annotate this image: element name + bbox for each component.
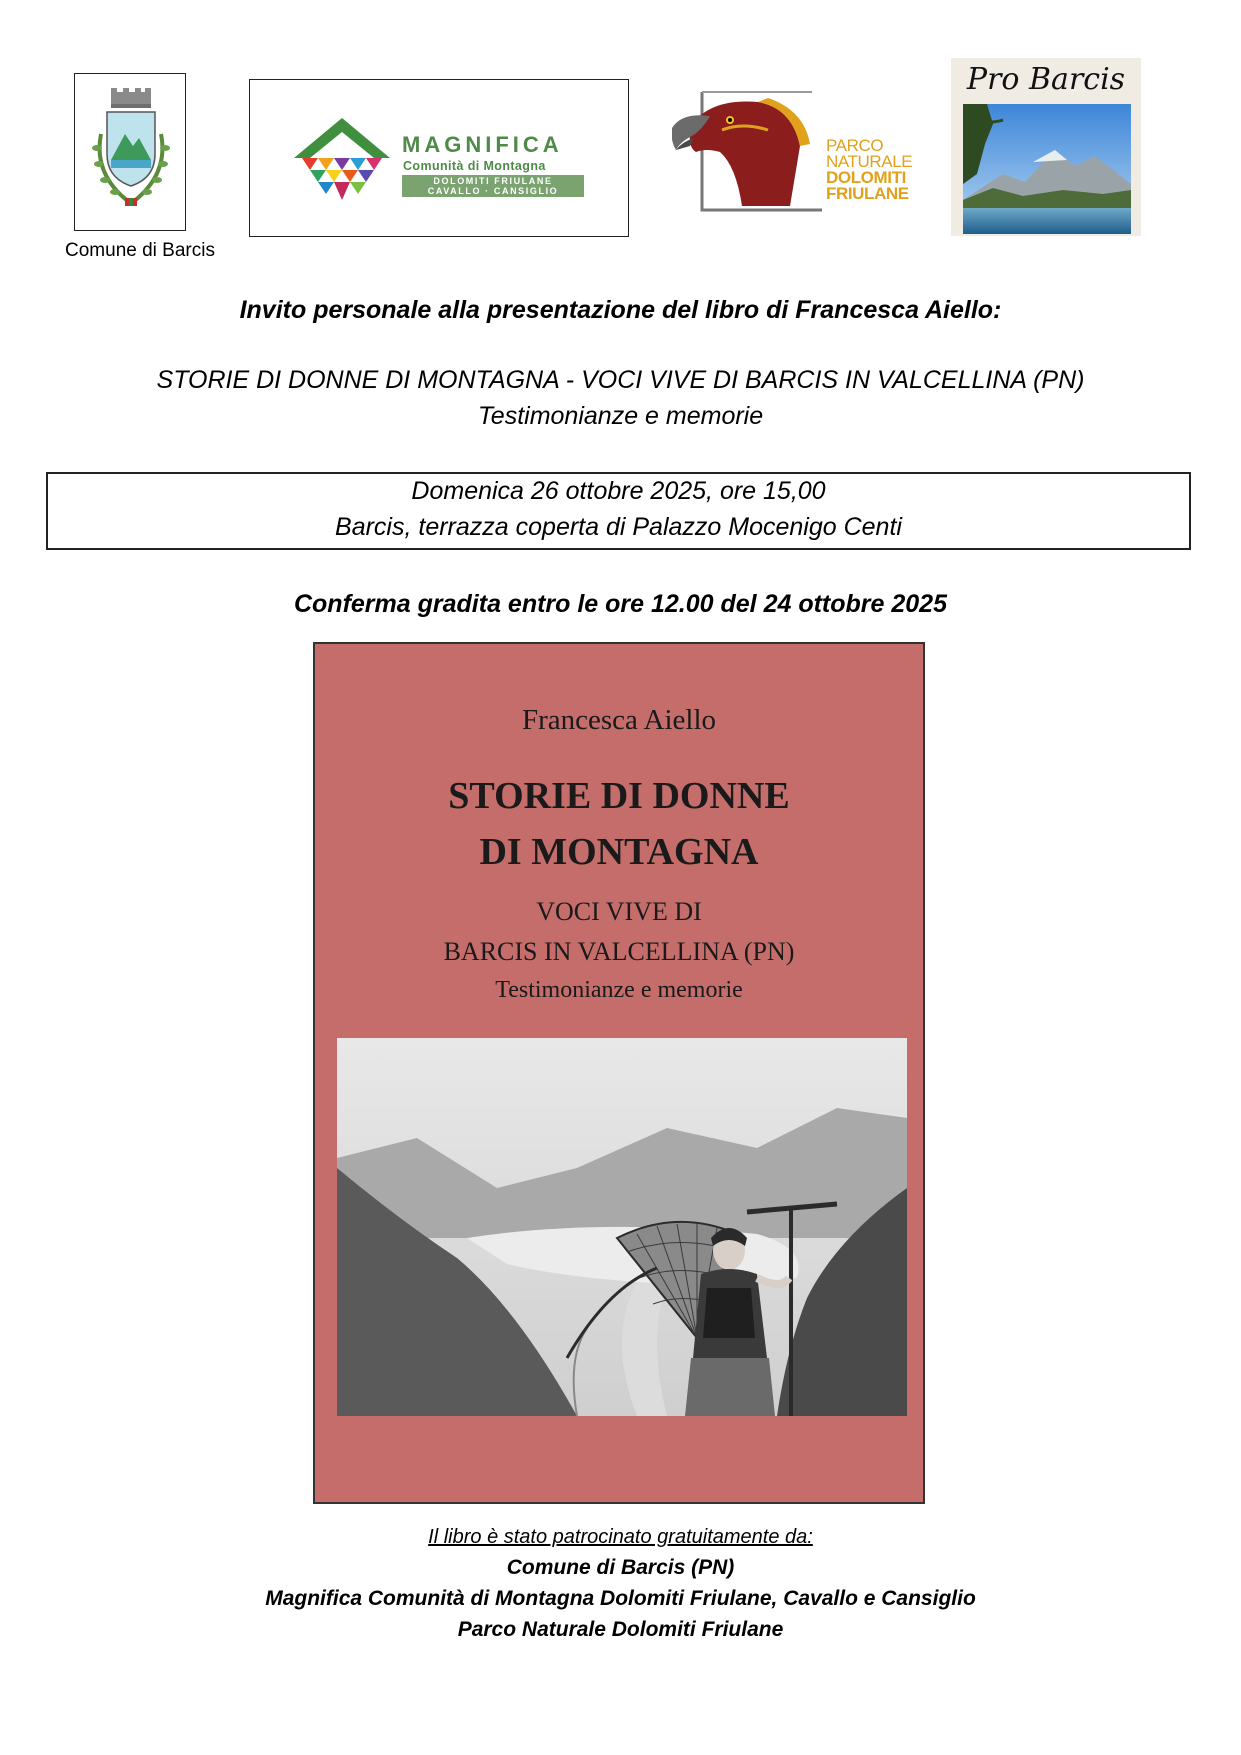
coat-of-arms-icon — [75, 74, 187, 232]
book-cover — [313, 642, 925, 1504]
cover-author: Francesca Aiello — [521, 704, 717, 736]
rsvp-deadline: Conferma gradita entro le ore 12.00 del 24 ottobre 2025 — [293, 590, 947, 618]
parco-wordmark — [826, 138, 912, 202]
magnifica-band-line2: CAVALLO · CANSIGLIO — [427, 186, 559, 196]
magnifica-comunita-logo — [249, 79, 629, 237]
event-date: Domenica 26 ottobre 2025, ore 15,00 — [411, 477, 826, 505]
cover-subtitle-line1: VOCI VIVE DI — [536, 897, 702, 926]
invite-heading: Invito personale alla presentazione del libro di Francesca Aiello: — [239, 296, 1002, 324]
sponsors-intro: Il libro è stato patrocinato gratuitamente da: — [428, 1526, 813, 1548]
sponsor-item: Parco Naturale Dolomiti Friulane — [457, 1618, 784, 1641]
magnifica-wordmark: MAGNIFICA — [402, 132, 563, 157]
pro-barcis-title: Pro Barcis — [966, 62, 1126, 97]
comune-di-barcis-logo — [74, 73, 186, 231]
lake-photo — [963, 104, 1131, 234]
book-title: STORIE DI DONNE DI MONTAGNA - VOCI VIVE DI BARCIS IN VALCELLINA (PN) — [156, 366, 1085, 394]
cover-subtitle-line3: Testimonianze e memorie — [495, 977, 743, 1003]
parco-line1: PARCO — [826, 136, 884, 155]
event-place: Barcis, terrazza coperta di Palazzo Mocenigo Centi — [335, 513, 902, 541]
eagle-icon — [672, 86, 822, 216]
cover-subtitle-line2: BARCIS IN VALCELLINA (PN) — [443, 937, 795, 966]
magnifica-band-line1: DOLOMITI FRIULANE — [433, 176, 553, 186]
cover-title-line1: STORIE DI DONNE — [448, 775, 790, 817]
parco-line3: DOLOMITI — [826, 168, 906, 187]
sponsor-item: Comune di Barcis (PN) — [506, 1556, 735, 1579]
cover-photo-woman-with-basket — [337, 1038, 907, 1416]
magnifica-mosaic-icon — [294, 118, 390, 200]
event-details-box — [46, 472, 1191, 550]
book-subtitle: Testimonianze e memorie — [477, 402, 764, 430]
parco-line2: NATURALE — [826, 152, 913, 171]
pro-barcis-logo — [951, 58, 1141, 236]
cover-title-line2: DI MONTAGNA — [479, 831, 759, 873]
magnifica-subtitle: Comunità di Montagna — [403, 159, 546, 173]
parco-dolomiti-friulane-logo — [672, 86, 932, 216]
parco-line4: FRIULANE — [826, 184, 909, 203]
comune-caption: Comune di Barcis — [65, 240, 215, 261]
magnifica-band — [402, 175, 584, 197]
sponsor-item: Magnifica Comunità di Montagna Dolomiti Friulane, Cavallo e Cansiglio — [265, 1587, 976, 1610]
